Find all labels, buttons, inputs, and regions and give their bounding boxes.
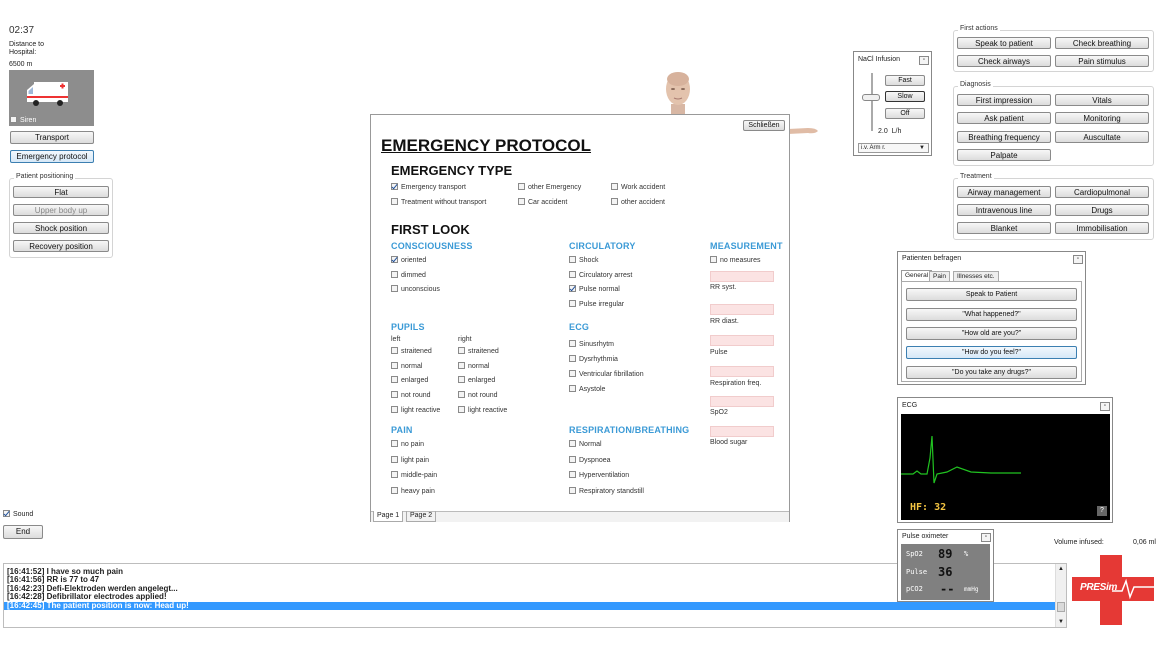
- option-label: Shock: [579, 257, 599, 264]
- drugs-button[interactable]: Drugs: [1055, 204, 1149, 216]
- option-label: no pain: [401, 441, 424, 448]
- vitals-button[interactable]: Vitals: [1055, 94, 1149, 106]
- ask-tab-illnesses[interactable]: Illnesses etc.: [953, 271, 999, 281]
- type-emergency-transport[interactable]: [391, 183, 466, 191]
- nacl-slider-track[interactable]: [871, 73, 873, 131]
- option-label: Pulse irregular: [579, 301, 625, 308]
- diagnosis-title: Diagnosis: [960, 81, 991, 88]
- respiration-hyperventilation[interactable]: [569, 471, 629, 479]
- option-label: light reactive: [401, 407, 441, 414]
- heart-frequency: HF: 32: [910, 502, 947, 513]
- blood-sugar-input[interactable]: [710, 426, 774, 437]
- checkbox-icon: [458, 406, 465, 413]
- consciousness-heading: CONSCIOUSNESS: [391, 241, 473, 251]
- patient-arm-icon: [788, 124, 820, 138]
- emergency-type-heading: EMERGENCY TYPE: [391, 163, 513, 178]
- consciousness-unconscious[interactable]: [391, 285, 440, 293]
- route-value: i.v. Arm r.: [861, 145, 886, 151]
- option-label: straitened: [401, 348, 432, 355]
- sound-checkbox[interactable]: [3, 510, 33, 518]
- ask-patient-button[interactable]: Ask patient: [957, 112, 1051, 124]
- checkbox-icon: [391, 456, 398, 463]
- presim-logo: [1072, 555, 1154, 625]
- sound-label: Sound: [13, 511, 34, 518]
- checkbox-icon: [569, 456, 576, 463]
- pain-heading: PAIN: [391, 425, 413, 435]
- circulatory-shock[interactable]: [569, 256, 598, 264]
- checkbox-icon: [569, 370, 576, 377]
- ask-pin-icon[interactable]: ▫: [1073, 255, 1083, 264]
- pco2-unit: mmHg: [964, 586, 979, 593]
- checkbox-icon: [391, 487, 398, 494]
- checkbox-icon: [391, 391, 398, 398]
- option-label: heavy pain: [401, 488, 435, 495]
- distance-label: Distance to Hospital:: [9, 41, 45, 56]
- checkbox-icon: [611, 198, 618, 205]
- checkbox-icon: [611, 183, 618, 190]
- scroll-thumb[interactable]: [1057, 602, 1065, 612]
- measurement-heading: MEASUREMENT: [710, 241, 783, 251]
- emergency-protocol-button[interactable]: Emergency protocol: [10, 150, 94, 163]
- pain-stimulus-button[interactable]: Pain stimulus: [1055, 55, 1149, 67]
- transport-button[interactable]: Transport: [10, 131, 94, 144]
- circulatory-heading: CIRCULATORY: [569, 241, 636, 251]
- fast-button[interactable]: Fast: [885, 75, 925, 86]
- off-button[interactable]: Off: [885, 108, 925, 119]
- recovery-position-button[interactable]: Recovery position: [13, 240, 109, 252]
- pupil-right-straitened[interactable]: [458, 347, 499, 355]
- option-label: dimmed: [401, 272, 426, 279]
- pulse-input[interactable]: [710, 335, 774, 346]
- consciousness-dimmed[interactable]: [391, 271, 426, 279]
- type-treatment-without-transport[interactable]: [391, 198, 486, 206]
- ecg-ventricular-fibrillation[interactable]: [569, 370, 644, 378]
- monitoring-button[interactable]: Monitoring: [1055, 112, 1149, 124]
- checkbox-icon: [391, 376, 398, 383]
- ecg-window-title: ECG: [902, 402, 918, 409]
- checkbox-icon: [569, 385, 576, 392]
- nacl-route-select[interactable]: [858, 143, 929, 153]
- option-label: Dyspnoea: [579, 457, 611, 464]
- type-label: Treatment without transport: [401, 199, 487, 206]
- pain-heavy[interactable]: [391, 487, 435, 495]
- pco2-label: pCO2: [906, 585, 923, 593]
- checkbox-icon: [569, 271, 576, 278]
- checkbox-icon: [569, 355, 576, 362]
- pupil-right-enlarged[interactable]: [458, 376, 495, 384]
- circulatory-arrest[interactable]: [569, 271, 632, 279]
- consciousness-oriented[interactable]: [391, 256, 426, 264]
- pupil-left-enlarged[interactable]: [391, 376, 428, 384]
- spo2-value: 89: [938, 547, 953, 561]
- sound-check-icon: [3, 510, 10, 517]
- pupil-left-not-round[interactable]: [391, 391, 431, 399]
- checkbox-icon: [391, 406, 398, 413]
- pupil-left-straitened[interactable]: [391, 347, 432, 355]
- tab-page-1[interactable]: Page 1: [373, 511, 403, 522]
- treatment-title: Treatment: [960, 173, 992, 180]
- pupils-left-label: left: [391, 336, 401, 343]
- checkbox-icon: [710, 256, 717, 263]
- first-look-heading: FIRST LOOK: [391, 222, 470, 237]
- distance-value: 6500 m: [9, 61, 33, 68]
- protocol-title: EMERGENCY PROTOCOL: [381, 136, 592, 155]
- option-label: Dysrhythmia: [579, 356, 618, 363]
- patient-head-icon: [658, 70, 698, 116]
- checkbox-icon: [569, 471, 576, 478]
- volume-infused-value: 0,06 ml: [1133, 539, 1156, 546]
- option-label: middle-pain: [401, 472, 438, 479]
- option-label: light pain: [401, 457, 430, 464]
- checkbox-icon: [391, 256, 398, 263]
- spo2-label: SpO2: [906, 550, 923, 558]
- blanket-button[interactable]: Blanket: [957, 222, 1051, 234]
- checkbox-icon: [458, 391, 465, 398]
- option-label: Circulatory arrest: [579, 272, 633, 279]
- option-label: Ventricular fibrillation: [579, 371, 644, 378]
- type-other-accident[interactable]: [611, 198, 665, 206]
- check-airways-button[interactable]: Check airways: [957, 55, 1051, 67]
- checkbox-icon: [391, 440, 398, 447]
- siren-checkbox[interactable]: [10, 116, 36, 124]
- ecg-asystole[interactable]: [569, 385, 605, 393]
- scroll-down-arrow-icon[interactable]: ▼: [1058, 619, 1064, 625]
- ask-patient-window: [897, 251, 1086, 385]
- speak-to-patient-ask-button[interactable]: Speak to Patient: [906, 288, 1077, 301]
- option-label: enlarged: [401, 377, 429, 384]
- type-label: other accident: [621, 199, 665, 206]
- type-label: Car accident: [528, 199, 568, 206]
- ask-tab-general[interactable]: General: [901, 270, 932, 281]
- checkbox-icon: [569, 256, 576, 263]
- checkbox-icon: [458, 362, 465, 369]
- spo2-label: SpO2: [710, 409, 728, 416]
- nacl-pin-icon[interactable]: ▫: [919, 56, 929, 65]
- checkbox-icon: [518, 198, 525, 205]
- checkbox-icon: [569, 440, 576, 447]
- blood-sugar-label: Blood sugar: [710, 439, 748, 446]
- pupil-right-normal[interactable]: [458, 362, 489, 370]
- checkbox-icon: [458, 376, 465, 383]
- slow-button[interactable]: Slow: [885, 91, 925, 102]
- option-label: Sinusrhytm: [579, 341, 615, 348]
- rr-diast-input[interactable]: [710, 304, 774, 315]
- pupil-left-light-reactive[interactable]: [391, 406, 440, 414]
- cardiopulmonal-button[interactable]: Cardiopulmonal: [1055, 186, 1149, 198]
- pain-middle[interactable]: [391, 471, 437, 479]
- close-protocol-button[interactable]: Schließen: [743, 120, 785, 131]
- log-line-selected: [16:42:45] The patient position is now: Head up!: [4, 602, 1066, 610]
- question-drugs[interactable]: "Do you take any drugs?": [906, 366, 1077, 379]
- option-label: oriented: [401, 257, 427, 264]
- respiration-freq-label: Respiration freq.: [710, 380, 762, 387]
- pulse-oximeter-window: [897, 529, 994, 602]
- pulse-label: Pulse: [710, 349, 728, 356]
- checkbox-icon: [391, 285, 398, 292]
- pain-none[interactable]: [391, 440, 424, 448]
- spo2-unit: %: [964, 550, 969, 558]
- rr-diast-label: RR diast.: [710, 318, 739, 325]
- siren-label: Siren: [20, 117, 37, 124]
- upper-body-up-button[interactable]: Upper body up: [13, 204, 109, 216]
- checkbox-icon: [518, 183, 525, 190]
- option-label: enlarged: [468, 377, 496, 384]
- airway-management-button[interactable]: Airway management: [957, 186, 1051, 198]
- rr-syst-label: RR syst.: [710, 284, 737, 291]
- log-line: [16:42:23] Defi-Elektroden werden angelegt...: [7, 583, 178, 593]
- log-line: [16:42:28] Defibrillator electrodes applied!: [7, 592, 167, 602]
- ecg-pin-icon[interactable]: ▫: [1100, 402, 1110, 411]
- type-label: other Emergency: [528, 184, 582, 191]
- auscultate-button[interactable]: Auscultate: [1055, 131, 1149, 143]
- pupils-right-label: right: [458, 336, 472, 343]
- no-measures-checkbox[interactable]: [710, 256, 760, 264]
- ecg-window: [897, 397, 1113, 523]
- option-label: no measures: [720, 257, 761, 264]
- type-label: Emergency transport: [401, 184, 466, 191]
- nacl-infusion-window: [853, 51, 932, 156]
- dropdown-arrow-icon: ▼: [919, 145, 925, 151]
- log-scrollbar[interactable]: [1055, 564, 1066, 627]
- checkbox-icon: [569, 487, 576, 494]
- option-label: not round: [401, 392, 431, 399]
- pupil-right-light-reactive[interactable]: [458, 406, 507, 414]
- checkbox-icon: [391, 471, 398, 478]
- logo-heartbeat-icon: [1112, 577, 1154, 601]
- checkbox-icon: [569, 300, 576, 307]
- option-label: normal: [468, 363, 490, 370]
- type-car-accident[interactable]: [518, 198, 567, 206]
- intravenous-line-button[interactable]: Intravenous line: [957, 204, 1051, 216]
- pulse-ox-title: Pulse oximeter: [902, 533, 949, 540]
- checkbox-icon: [569, 340, 576, 347]
- checkbox-icon: [569, 285, 576, 292]
- volume-infused-label: Volume infused:: [1054, 539, 1104, 546]
- nacl-title: NaCl Infusion: [858, 56, 901, 63]
- speak-to-patient-button[interactable]: Speak to patient: [957, 37, 1051, 49]
- positioning-title: Patient positioning: [16, 173, 74, 180]
- option-label: straitened: [468, 348, 499, 355]
- breathing-frequency-button[interactable]: Breathing frequency: [957, 131, 1051, 143]
- pupils-heading: PUPILS: [391, 322, 425, 332]
- nacl-rate: 2.0 L/h: [878, 128, 902, 135]
- nacl-slider-thumb[interactable]: [862, 94, 880, 101]
- pupil-right-not-round[interactable]: [458, 391, 498, 399]
- type-label: Work accident: [621, 184, 666, 191]
- pulse-ox-display: [901, 544, 990, 600]
- option-label: normal: [401, 363, 423, 370]
- circulatory-pulse-irregular[interactable]: [569, 300, 624, 308]
- pulse-value: 36: [938, 565, 953, 579]
- question-what-happened[interactable]: "What happened?": [906, 308, 1077, 321]
- first-actions-title: First actions: [960, 25, 998, 32]
- respiration-freq-input[interactable]: [710, 366, 774, 377]
- end-button[interactable]: End: [3, 525, 43, 539]
- checkbox-icon: [458, 347, 465, 354]
- check-breathing-button[interactable]: Check breathing: [1055, 37, 1149, 49]
- question-how-old[interactable]: "How old are you?": [906, 327, 1077, 340]
- option-label: light reactive: [468, 407, 508, 414]
- pco2-value: --: [940, 582, 955, 596]
- palpate-button[interactable]: Palpate: [957, 149, 1051, 161]
- checkbox-icon: [391, 347, 398, 354]
- ecg-screen: [901, 414, 1110, 520]
- first-impression-button[interactable]: First impression: [957, 94, 1051, 106]
- checkbox-icon: [391, 198, 398, 205]
- rr-syst-input[interactable]: [710, 271, 774, 282]
- logo-text: PRESim: [1080, 582, 1118, 593]
- spo2-input[interactable]: [710, 396, 774, 407]
- ask-tab-pain[interactable]: Pain: [929, 271, 950, 281]
- pain-light[interactable]: [391, 456, 429, 464]
- pulse-ox-pin-icon[interactable]: ▫: [981, 533, 991, 542]
- respiration-heading: RESPIRATION/BREATHING: [569, 425, 690, 435]
- tab-page-2[interactable]: Page 2: [406, 511, 436, 522]
- checkbox-icon: [391, 271, 398, 278]
- option-label: not round: [468, 392, 498, 399]
- time-display: 02:37: [9, 25, 35, 36]
- ambulance-icon: [9, 70, 94, 118]
- ecg-help-button[interactable]: ?: [1097, 506, 1107, 516]
- log-line: [16:41:56] RR is 77 to 47: [7, 575, 100, 585]
- type-other-emergency[interactable]: [518, 183, 581, 191]
- emergency-protocol-window: [370, 114, 790, 522]
- option-label: Asystole: [579, 386, 606, 393]
- option-label: Normal: [579, 441, 602, 448]
- question-how-do-you-feel[interactable]: "How do you feel?": [906, 346, 1077, 359]
- checkbox-icon: [391, 183, 398, 190]
- pupil-left-normal[interactable]: [391, 362, 422, 370]
- circulatory-pulse-normal[interactable]: [569, 285, 620, 293]
- shock-position-button[interactable]: Shock position: [13, 222, 109, 234]
- ecg-heading: ECG: [569, 322, 590, 332]
- immobilisation-button[interactable]: Immobilisation: [1055, 222, 1149, 234]
- option-label: unconscious: [401, 286, 440, 293]
- option-label: Respiratory standstill: [579, 488, 644, 495]
- respiration-normal[interactable]: [569, 440, 602, 448]
- scroll-up-arrow-icon[interactable]: ▲: [1058, 566, 1064, 572]
- ecg-sinusrhythm[interactable]: [569, 340, 614, 348]
- type-work-accident[interactable]: [611, 183, 665, 191]
- pulse-label: Pulse: [906, 568, 928, 576]
- respiration-dyspnoea[interactable]: [569, 456, 611, 464]
- ecg-dysrhythmia[interactable]: [569, 355, 618, 363]
- ambulance-panel: [9, 70, 94, 126]
- checkbox-icon: [391, 362, 398, 369]
- option-label: Pulse normal: [579, 286, 620, 293]
- option-label: Hyperventilation: [579, 472, 630, 479]
- log-line: [16:41:52] I have so much pain: [7, 567, 124, 576]
- ask-title: Patienten befragen: [902, 255, 962, 262]
- flat-button[interactable]: Flat: [13, 186, 109, 198]
- siren-check-icon: [10, 116, 17, 123]
- respiration-standstill[interactable]: [569, 487, 644, 495]
